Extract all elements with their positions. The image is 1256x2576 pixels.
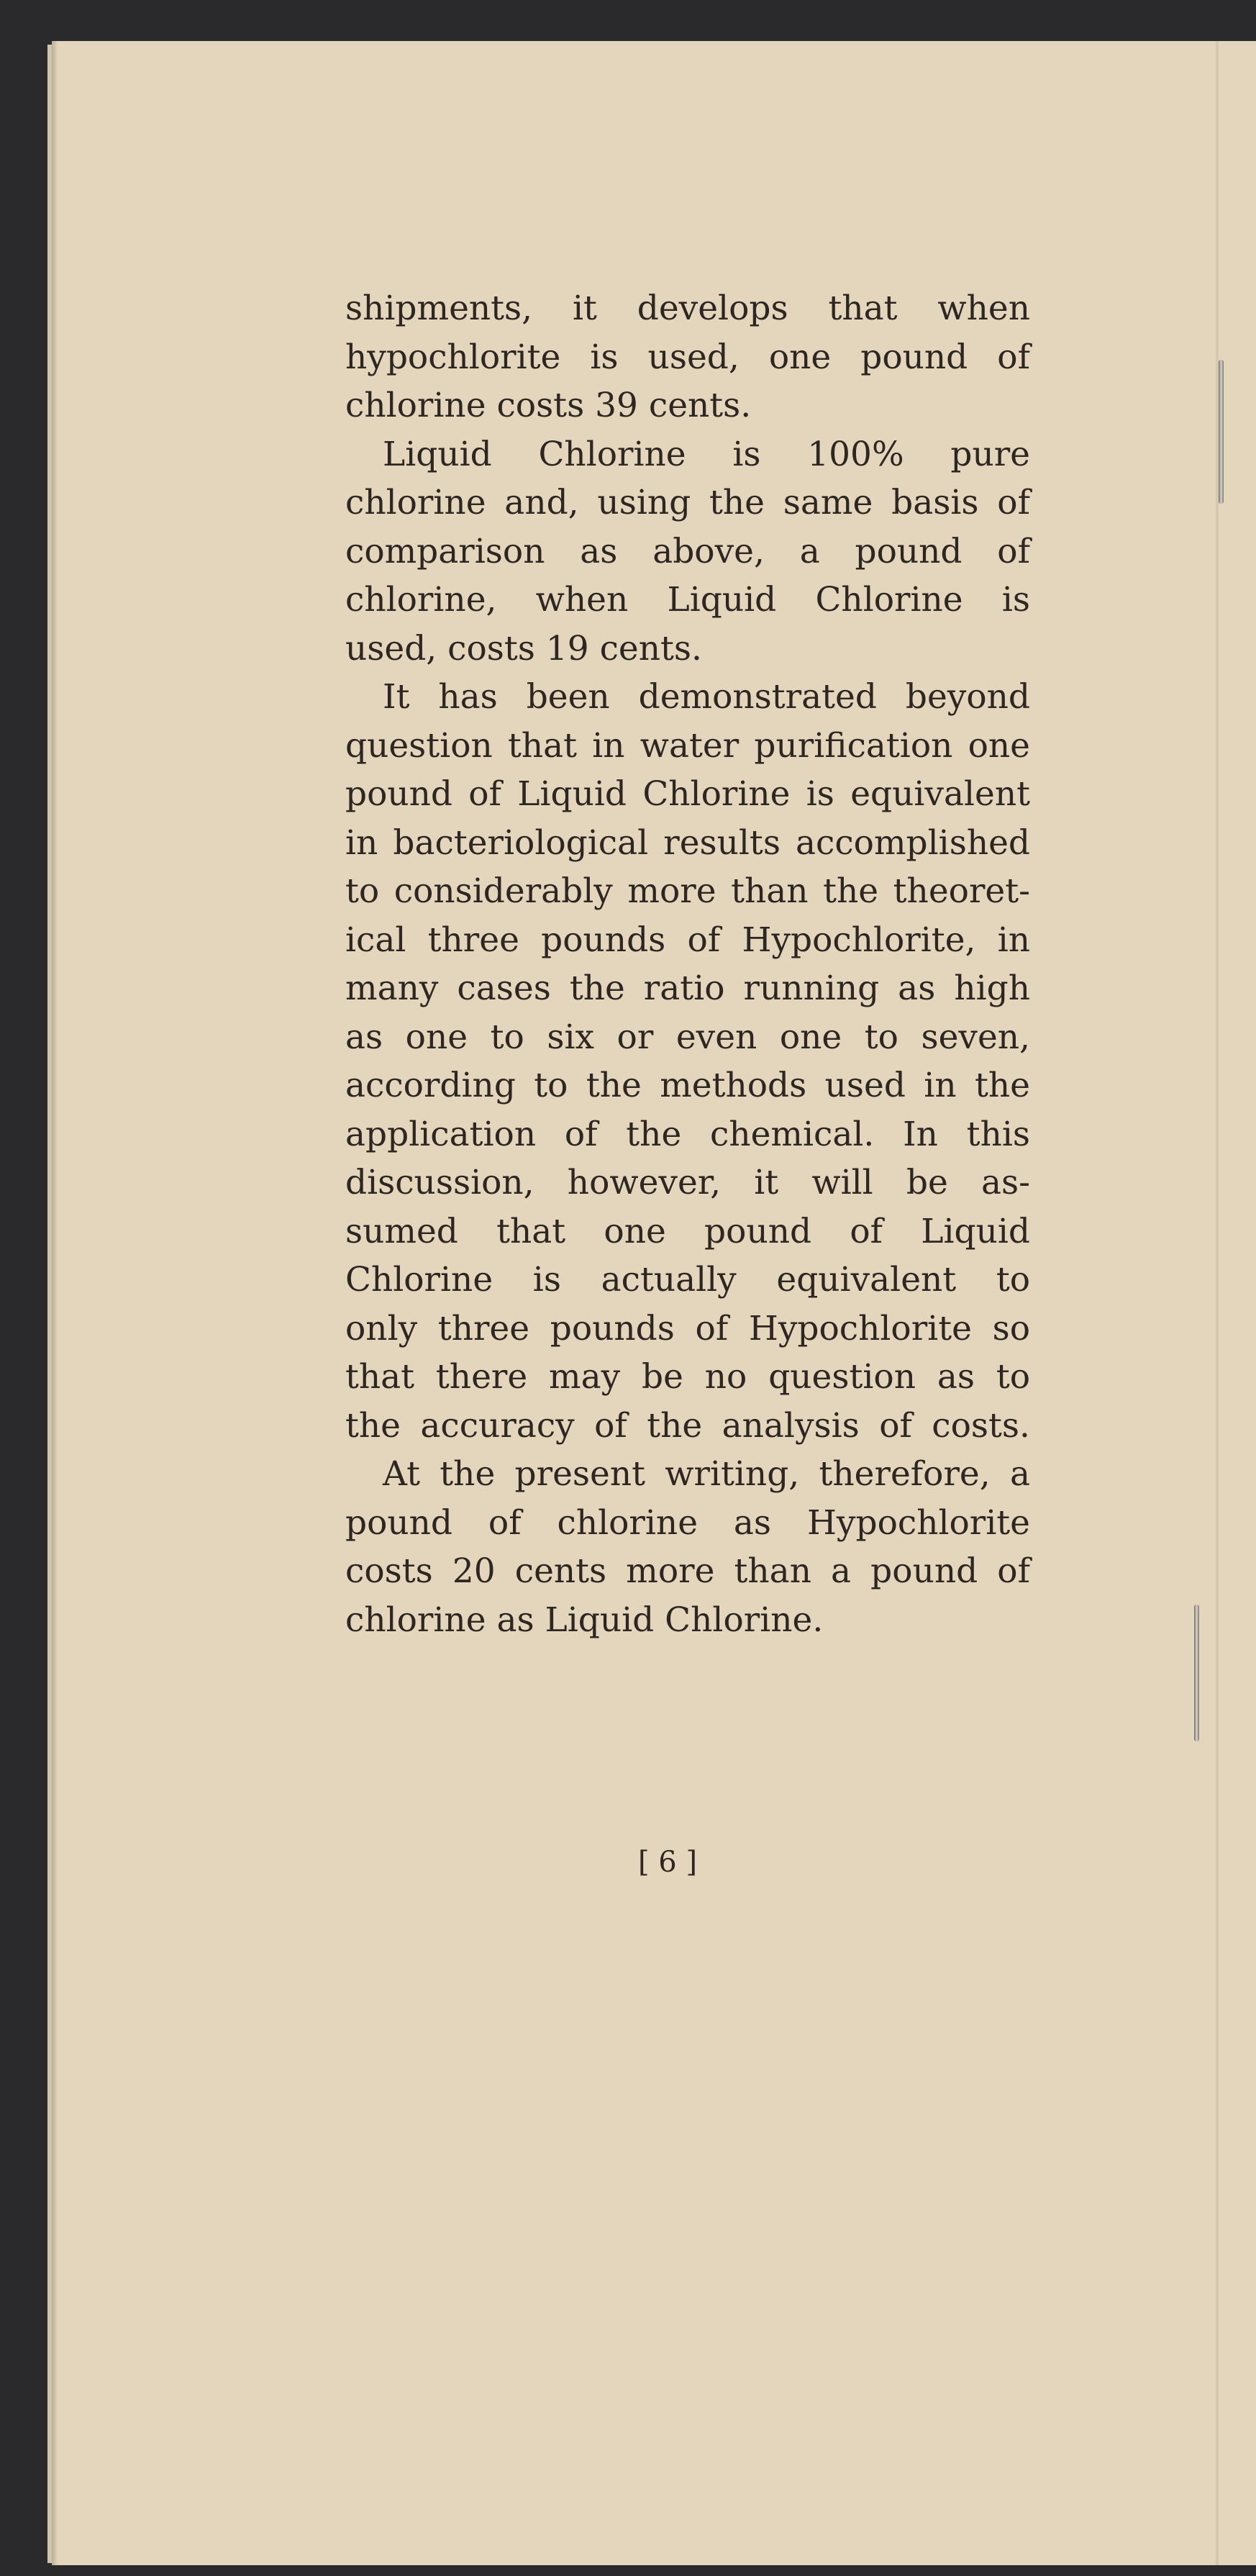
text-line: in bacteriological results accomplished <box>345 822 1030 863</box>
body-text <box>345 284 1030 1644</box>
text-line: only three pounds of Hypochlorite so <box>345 1308 1030 1348</box>
text-line: It has been demonstrated beyond <box>383 677 1030 717</box>
text-line: shipments, it develops that when <box>345 289 1030 328</box>
text-line: to considerably more than the theoret- <box>345 871 1030 911</box>
text-line: ical three pounds of Hypochlorite, in <box>345 920 1030 960</box>
text-line: pound of chlorine as Hypochlorite <box>345 1502 1030 1543</box>
text-line: that there may be no question as to <box>345 1357 1030 1397</box>
text-line: costs 20 cents more than a pound of <box>345 1551 1030 1591</box>
staple-top <box>1219 360 1224 504</box>
text-line: discussion, however, it will be as- <box>345 1163 1030 1202</box>
text-line: chlorine costs 39 cents. <box>345 386 752 425</box>
text-line: used, costs 19 cents. <box>345 628 702 668</box>
text-line: Liquid Chlorine is 100% pure <box>383 434 1030 474</box>
text-line: pound of Liquid Chlorine is equivalent <box>345 774 1030 814</box>
text-line: chlorine as Liquid Chlorine. <box>345 1600 824 1640</box>
text-line: At the present writing, therefore, a <box>383 1454 1030 1494</box>
text-line: as one to six or even one to seven, <box>345 1017 1030 1057</box>
text-line: chlorine, when Liquid Chlorine is <box>345 580 1030 620</box>
text-line: question that in water purification one <box>345 725 1030 766</box>
text-line: chlorine and, using the same basis of <box>345 483 1030 522</box>
text-line: hypochlorite is used, one pound of <box>345 337 1030 377</box>
text-line: application of the chemical. In this <box>345 1114 1030 1154</box>
text-line: the accuracy of the analysis of costs. <box>345 1405 1030 1446</box>
staple-bottom <box>1194 1605 1199 1741</box>
text-line: Chlorine is actually equivalent to <box>345 1260 1030 1300</box>
page-number: [ 6 ] <box>637 1846 698 1879</box>
text-line: many cases the ratio running as high <box>345 969 1030 1008</box>
text-line: comparison as above, a pound of <box>345 531 1030 571</box>
text-line: sumed that one pound of Liquid <box>345 1211 1030 1251</box>
text-line: according to the methods used in the <box>345 1066 1030 1105</box>
